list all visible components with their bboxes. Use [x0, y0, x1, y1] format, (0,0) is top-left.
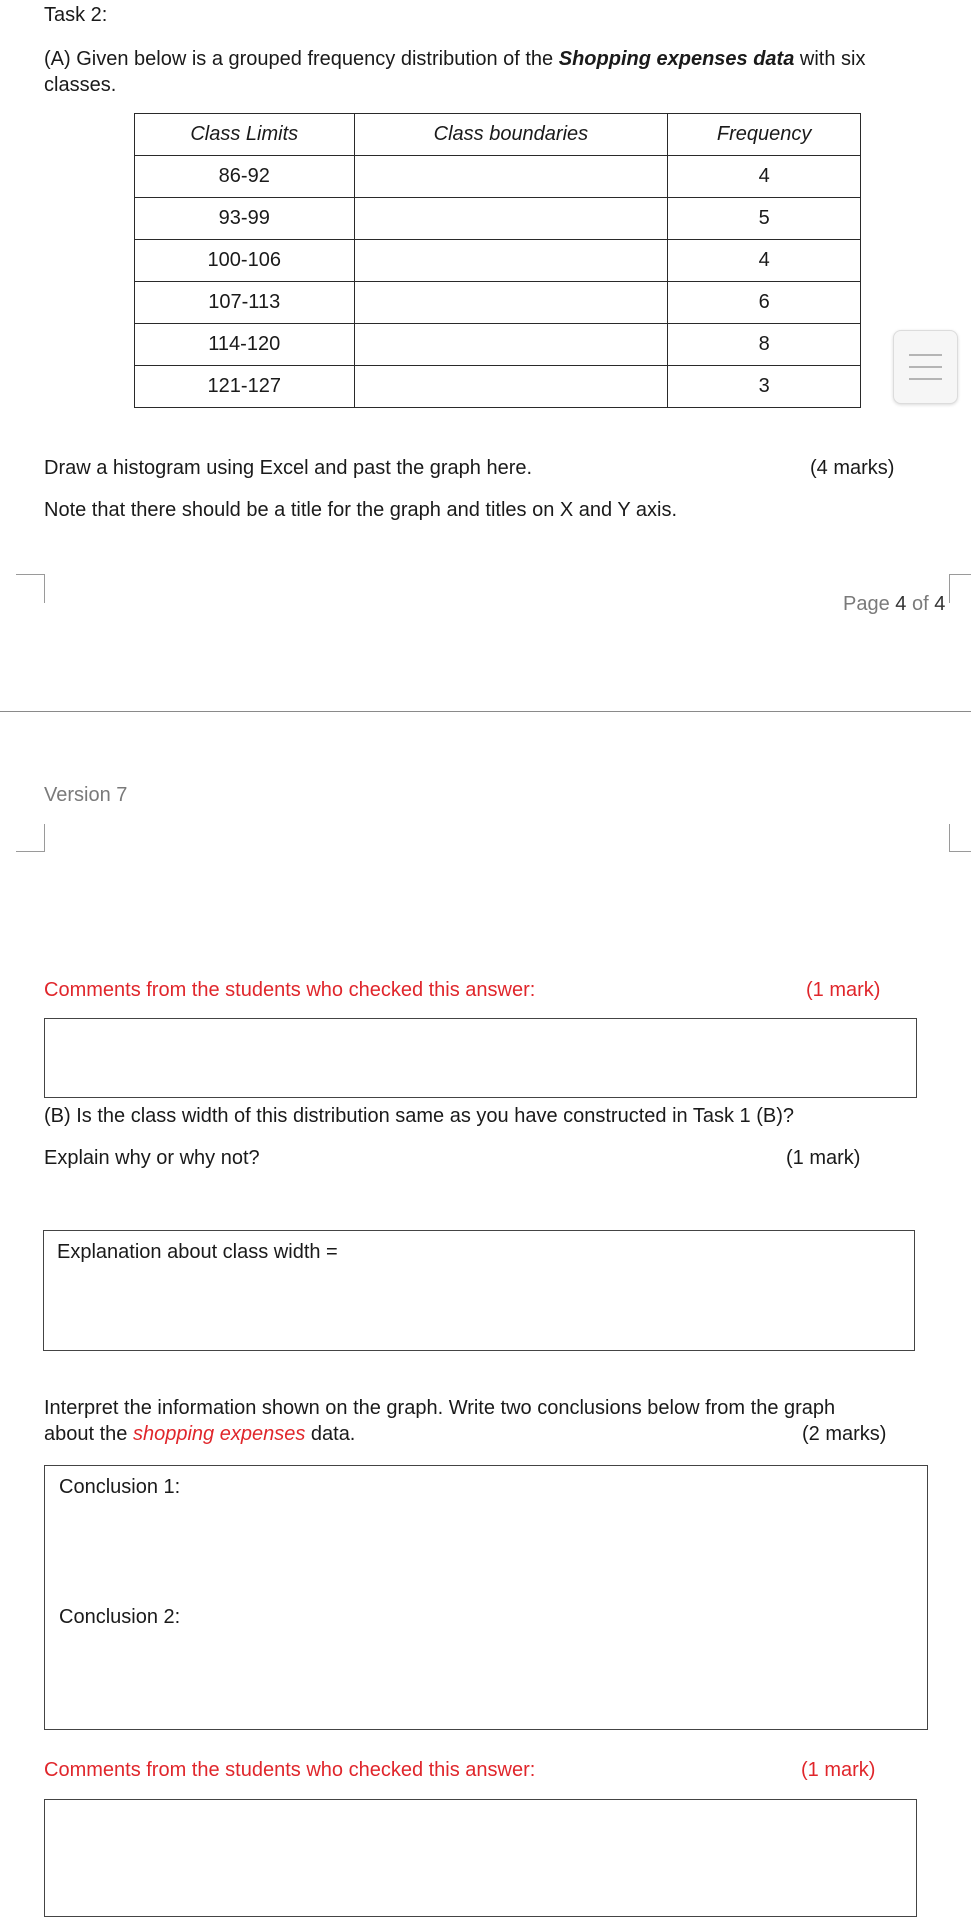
table-row — [135, 282, 861, 324]
part-b-marks: (1 mark) — [786, 1147, 861, 1169]
interpret-marks: (2 marks) — [802, 1423, 887, 1445]
cell-frequency: 8 — [668, 324, 861, 366]
cell-class-boundaries[interactable] — [354, 198, 668, 240]
explanation-box[interactable] — [43, 1230, 915, 1351]
cell-frequency: 4 — [668, 240, 861, 282]
crop-mark-bottom-right — [949, 824, 971, 852]
cell-class-boundaries[interactable] — [354, 240, 668, 282]
interpret-line-2-prefix: about the — [44, 1423, 133, 1445]
part-b-explain: Explain why or why not? — [44, 1147, 260, 1169]
comments-marks-1: (1 mark) — [806, 979, 881, 1001]
interpret-line-1: Interpret the information shown on the graph. Write two conclusions below from the graph — [44, 1397, 836, 1419]
conclusion-1-label: Conclusion 1: — [59, 1476, 181, 1498]
cell-class-boundaries[interactable] — [354, 156, 668, 198]
menu-icon — [894, 331, 957, 403]
crop-mark-top-left — [16, 574, 45, 603]
comments-label-2: Comments from the students who checked this answer: — [44, 1759, 536, 1781]
interpret-line-2-suffix: data. — [305, 1423, 356, 1445]
interpret-line-2 — [44, 1423, 355, 1446]
cell-frequency: 3 — [668, 366, 861, 408]
histogram-instruction: Draw a histogram using Excel and past the graph here. — [44, 457, 533, 479]
histogram-note: Note that there should be a title for the graph and titles on X and Y axis. — [44, 499, 678, 521]
crop-mark-top-right — [949, 574, 971, 603]
cell-class-boundaries[interactable] — [354, 324, 668, 366]
cell-class-limits: 114-120 — [135, 324, 355, 366]
comments-box-2[interactable] — [44, 1799, 917, 1917]
conclusion-2-label: Conclusion 2: — [59, 1606, 181, 1628]
explanation-label: Explanation about class width = — [57, 1241, 338, 1263]
page-of: of — [906, 593, 935, 615]
version-label: Version 7 — [44, 784, 128, 806]
cell-frequency: 6 — [668, 282, 861, 324]
table-row — [135, 198, 861, 240]
cell-class-boundaries[interactable] — [354, 366, 668, 408]
header-frequency: Frequency — [668, 114, 861, 156]
header-class-limits: Class Limits — [135, 114, 355, 156]
cell-class-boundaries[interactable] — [354, 282, 668, 324]
cell-frequency: 5 — [668, 198, 861, 240]
comments-box-1[interactable] — [44, 1018, 917, 1098]
cell-class-limits: 86-92 — [135, 156, 355, 198]
cell-class-limits: 93-99 — [135, 198, 355, 240]
part-a-intro-emphasis: Shopping expenses data — [558, 48, 795, 70]
part-a-intro-suffix: with six classes. — [44, 48, 866, 96]
histogram-marks: (4 marks) — [810, 457, 895, 479]
cell-class-limits: 100-106 — [135, 240, 355, 282]
table-row — [135, 240, 861, 282]
page-number — [843, 593, 945, 616]
interpret-emphasis: shopping expenses — [132, 1423, 306, 1445]
page-total: 4 — [934, 593, 946, 615]
task-title: Task 2: — [44, 4, 108, 26]
crop-mark-bottom-left — [16, 824, 45, 852]
page-separator — [0, 711, 971, 712]
table-row — [135, 324, 861, 366]
conclusions-box[interactable] — [44, 1465, 928, 1730]
menu-button[interactable] — [893, 330, 958, 404]
header-class-boundaries: Class boundaries — [354, 114, 668, 156]
part-a-intro — [44, 46, 924, 98]
table-row — [135, 156, 861, 198]
frequency-table — [134, 113, 861, 408]
page-label: Page — [843, 593, 896, 615]
part-a-intro-prefix: (A) Given below is a grouped frequency distribution of the — [44, 48, 559, 70]
cell-class-limits: 107-113 — [135, 282, 355, 324]
table-row — [135, 366, 861, 408]
cell-class-limits: 121-127 — [135, 366, 355, 408]
cell-frequency: 4 — [668, 156, 861, 198]
page-current: 4 — [895, 593, 907, 615]
table-header-row — [135, 114, 861, 156]
comments-marks-2: (1 mark) — [801, 1759, 876, 1781]
part-b-question: (B) Is the class width of this distribution same as you have constructed in Task 1 (B)? — [44, 1105, 794, 1127]
comments-label-1: Comments from the students who checked this answer: — [44, 979, 536, 1001]
